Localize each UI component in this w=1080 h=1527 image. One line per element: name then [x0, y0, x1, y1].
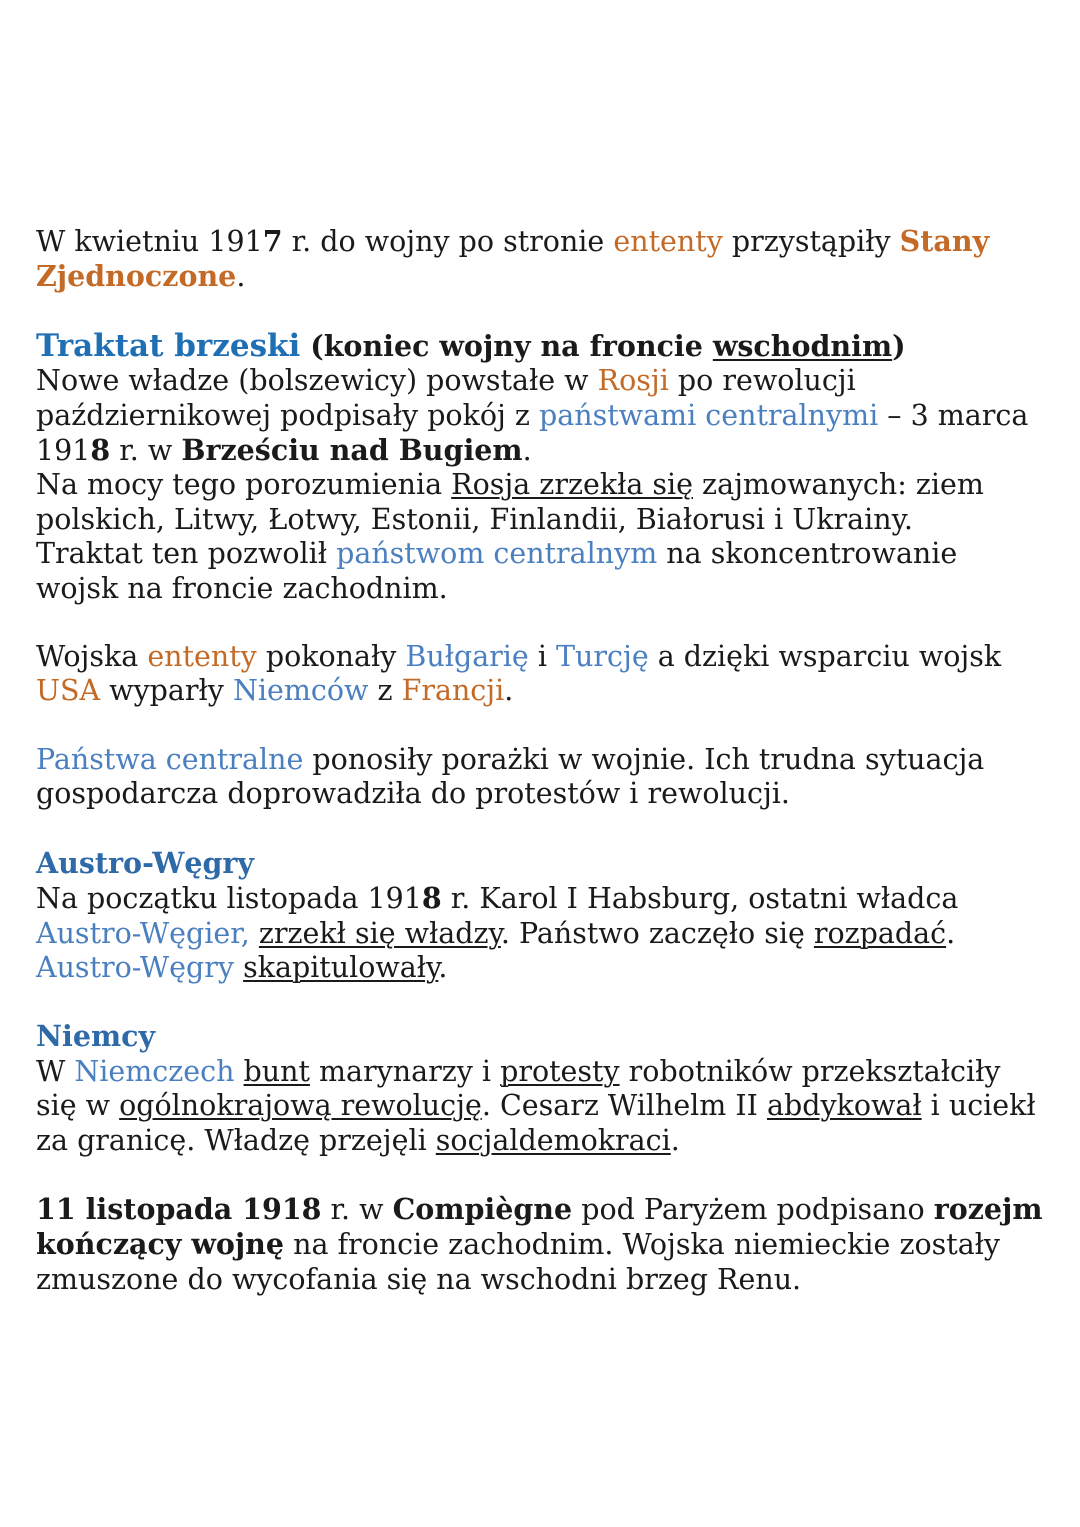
paragraph-armistice: 11 listopada 1918 r. w Compiègne pod Paryżem podpisano rozejm kończący wojnę na froncie zachodnim. Wojska niemieckie zostały zmuszone do wycofania się na wschodni brzeg Renu. — [36, 1191, 1043, 1296]
section-traktat-heading: Traktat brzeski (koniec wojny na froncie wschodnim) — [36, 327, 906, 364]
paragraph-central-powers: Państwa centralne ponosiły porażki w wojnie. Ich trudna sytuacja gospodarcza doprowadziła do protestów i rewolucji. — [36, 742, 985, 811]
paragraph-usa-entry: W kwietniu 1917 r. do wojny po stronie ententy przystąpiły Stany Zjednoczone. — [36, 224, 990, 294]
paragraph-entente-victories: Wojska ententy pokonały Bułgarię i Turcję a dzięki wsparciu wojsk USA wyparły Niemców z Francji. — [36, 640, 1002, 708]
paragraph-traktat-terms: Na mocy tego porozumienia Rosja zrzekła się zajmowanych: ziem polskich, Litwy, Łotwy, Estonii, Finlandii, Białorusi i Ukrainy. — [36, 468, 984, 536]
heading-traktat-brzeski: Traktat brzeski — [36, 327, 301, 364]
heading-niemcy: Niemcy — [36, 1019, 156, 1054]
document-page — [36, 224, 1046, 1297]
paragraph-traktat-effect: Traktat ten pozwolił państwom centralnym na skoncentrowanie wojsk na froncie zachodnim. — [36, 537, 958, 605]
paragraph-austria: Na początku listopada 1918 r. Karol I Habsburg, ostatni władca Austro-Węgier, zrzekł się władzy. Państwo zaczęło się rozpadać. Austro-Węgry skapitulowały. — [36, 881, 959, 984]
paragraph-traktat-signing: Nowe władze (bolszewicy) powstałe w Rosji po rewolucji październikowej podpisały pokój z państwami centralnymi – 3 marca 1918 r. w Brześciu nad Bugiem. — [36, 364, 1029, 468]
term-united-states: Stany Zjednoczone — [36, 224, 990, 294]
term-entente: ententy — [613, 225, 723, 258]
heading-austro-wegry: Austro-Węgry — [36, 845, 254, 880]
paragraph-niemcy: W Niemczech bunt marynarzy i protesty robotników przekształciły się w ogólnokrajową rewolucję. Cesarz Wilhelm II abdykował i uciekł za granicę. Władzę przejęli socjaldemokraci. — [36, 1054, 1036, 1157]
